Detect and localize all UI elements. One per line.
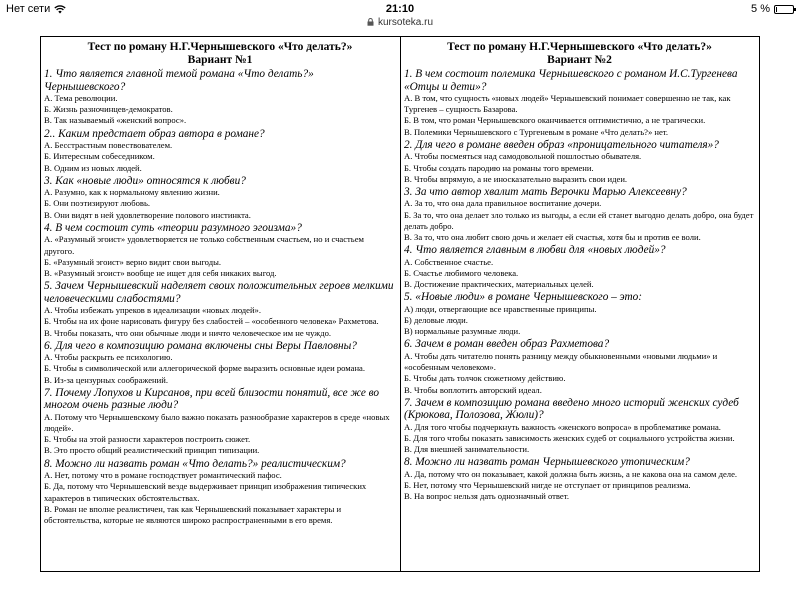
answer-option: Б. Для того чтобы показать зависимость женских судеб от социального устройства жизни.: [404, 432, 735, 443]
answer-option: А. В том, что сущность «новых людей» Чернышевский понимает совершенно не так, как Тургенев – сущность Базарова.: [404, 93, 731, 115]
answer-option: В. Чтобы показать, что они обычные люди и ничто человеческое им не чуждо.: [44, 327, 332, 338]
answer-option: Б. Чтобы на этой разности характеров построить сюжет.: [44, 434, 251, 445]
question-list: [44, 68, 396, 526]
clock: 21:10: [385, 3, 415, 15]
question-list: [404, 68, 755, 502]
answer-option: В. «Разумный эгоист» вообще не ищет для себя никаких выгод.: [44, 267, 277, 278]
url-text[interactable]: kursoteka.ru: [377, 16, 434, 28]
battery-level: [776, 7, 777, 12]
answer-option: Б. Чтобы дать толчок сюжетному действию.: [404, 373, 566, 384]
answer-option: А. «Разумный эгоист» удовлетворяется не только собственным счастьем, но и счастьем другого.: [44, 234, 364, 256]
answer-option: А. Потому что Чернышевскому было важно показать разнообразие характеров в среде «новых людей».: [44, 411, 390, 434]
answer-option: А. Да, потому что он показывает, какой должна быть жизнь, а не какова она на самом деле.: [404, 468, 738, 479]
question-text: 8. Можно ли назвать роман Чернышевского утопическим?: [404, 456, 690, 469]
answer-option: В. Роман не вполне реалистичен, так как Чернышевский показывает характеры и обстоятельства, которые не являются широко распространенными в его время.: [44, 503, 342, 525]
question-text: 3. За что автор хвалит мать Верочки Марью Алексеевну?: [404, 185, 687, 198]
column-title: Тест по роману Н.Г.Чернышевского «Что делать?»: [87, 41, 353, 53]
answer-option: В. Достижение практических, материальных целей.: [404, 279, 594, 290]
answer-option: В. Одним из новых людей.: [44, 162, 142, 173]
question-text: 5. Зачем Чернышевский наделяет своих положительных героев мелкими человеческими слабостями?: [44, 280, 394, 305]
carrier-label: Нет сети: [6, 3, 51, 15]
answer-option: А. Бесстрастным повествователем.: [44, 140, 173, 151]
answer-option: А. Чтобы избежать упреков в идеализации «новых людей».: [44, 305, 261, 316]
question-text: 7. Зачем в композицию романа введено много историй женских судеб (Крюкова, Полозова, Жюли)?: [404, 396, 739, 422]
answer-option: Б. Жизнь разночинцев-демократов.: [44, 104, 173, 115]
answer-option: Б. Чтобы на их фоне нарисовать фигуру без слабостей – «особенного человека» Рахметова.: [44, 316, 379, 327]
question-text: 5. «Новые люди» в романе Чернышевского – это:: [404, 291, 643, 304]
answer-option: В) нормальные разумные люди.: [404, 326, 521, 337]
answer-option: А. Для того чтобы подчеркнуть важность «женского вопроса» в проблематике романа.: [404, 421, 721, 432]
answer-option: В. На вопрос нельзя дать однозначный ответ.: [404, 491, 570, 502]
question-text: 1. Что является главной темой романа «Что делать?» Чернышевского?: [44, 68, 314, 93]
answer-option: Б. Нет, потому что Чернышевский нигде не отступает от принципов реализма.: [404, 480, 691, 491]
variant-label: Вариант №1: [187, 54, 253, 66]
test-document: [40, 36, 760, 572]
answer-option: В. Это просто общий реалистический принцип типизации.: [44, 445, 260, 456]
question-text: 4. В чем состоит суть «теории разумного эгоизма»?: [44, 221, 302, 234]
battery-icon: [774, 5, 794, 14]
column-title: Тест по роману Н.Г.Чернышевского «Что делать?»: [447, 41, 712, 53]
answer-option: А. Собственное счастье.: [404, 256, 494, 267]
question-text: 8. Можно ли назвать роман «Что делать?» реалистическим?: [44, 457, 346, 470]
answer-option: В. За то, что она любит свою дочь и желает ей счастья, хотя бы и против ее воли.: [404, 232, 701, 243]
answer-option: Б. Интересным собеседником.: [44, 151, 155, 162]
variant-1-column: [41, 37, 400, 571]
answer-option: Б. В том, что роман Чернышевского оканчивается оптимистично, а не трагически.: [404, 115, 706, 126]
answer-option: Б. Да, потому что Чернышевский везде выдерживает принцип изображения типических характеров в типических обстоятельствах.: [44, 481, 367, 503]
question-text: 6. Для чего в композицию романа включены сны Веры Павловны?: [44, 339, 357, 352]
answer-option: В. Чтобы воплотить авторский идеал.: [404, 384, 542, 395]
answer-option: А. Чтобы посмеяться над самодовольной пошлостью обывателя.: [404, 151, 642, 162]
variant-2-column: [400, 37, 759, 571]
question-text: 1. В чем состоит полемика Чернышевского с романом И.С.Тургенева «Отцы и дети»?: [404, 68, 738, 93]
answer-option: Б. Счастье любимого человека.: [404, 267, 519, 278]
answer-option: В. Так называемый «женский вопрос».: [44, 115, 187, 126]
answer-option: Б. Чтобы в символической или аллегорической форме выразить основные идеи романа.: [44, 363, 366, 374]
question-text: 4. Что является главным в любви для «новых людей»?: [404, 244, 666, 257]
answer-option: Б) деловые люди.: [404, 315, 468, 326]
answer-option: Б. Чтобы создать пародию на романы того времени.: [404, 162, 594, 173]
question-text: 6. Зачем в роман введен образ Рахметова?: [404, 338, 610, 351]
answer-option: А. Разумно, как к нормальному явлению жизни.: [44, 187, 220, 198]
answer-option: А. Нет, потому что в романе господствует романтический пафос.: [44, 470, 282, 481]
answer-option: Б. Они поэтизируют любовь.: [44, 198, 151, 209]
question-text: 2. Для чего в романе введен образ «проницательного читателя»?: [404, 138, 719, 151]
address-bar[interactable]: [0, 14, 800, 30]
answer-option: В. Для внешней занимательности.: [404, 444, 530, 455]
battery-percent: 5 %: [751, 3, 770, 15]
question-text: 3. Как «новые люди» относятся к любви?: [44, 174, 246, 187]
answer-option: А. Чтобы раскрыть ее психологию.: [44, 352, 173, 363]
answer-option: А) люди, отвергающие все нравственные принципы.: [404, 303, 597, 314]
question-text: 7. Почему Лопухов и Кирсанов, при всей близости понятий, все же во многом очень разные люди?: [44, 386, 380, 412]
question-text: 2.. Каким предстает образ автора в романе?: [44, 127, 265, 140]
answer-option: А. За то, что она дала правильное воспитание дочери.: [404, 198, 602, 209]
answer-option: Б. «Разумный эгоист» верно видит свои выгоды.: [44, 256, 222, 267]
answer-option: В. Они видят в ней удовлетворение полового инстинкта.: [44, 209, 251, 220]
lock-icon: [367, 18, 374, 26]
answer-option: В. Полемики Чернышевского с Тургеневым в романе «Что делать?» нет.: [404, 126, 669, 137]
answer-option: В. Из-за цензурных соображений.: [44, 374, 168, 385]
answer-option: В. Чтобы впрямую, а не иносказательно выразить свои идеи.: [404, 173, 628, 184]
answer-option: Б. За то, что она делает зло только из выгоды, а если ей станет выгодно делать добро, она будет делать добро.: [404, 209, 754, 231]
variant-label: Вариант №2: [547, 54, 612, 66]
answer-option: А. Чтобы дать читателю понять разницу между обыкновенными «новыми людьми» и «особенным человеком».: [404, 350, 718, 373]
answer-option: А. Тема революции.: [44, 93, 118, 103]
